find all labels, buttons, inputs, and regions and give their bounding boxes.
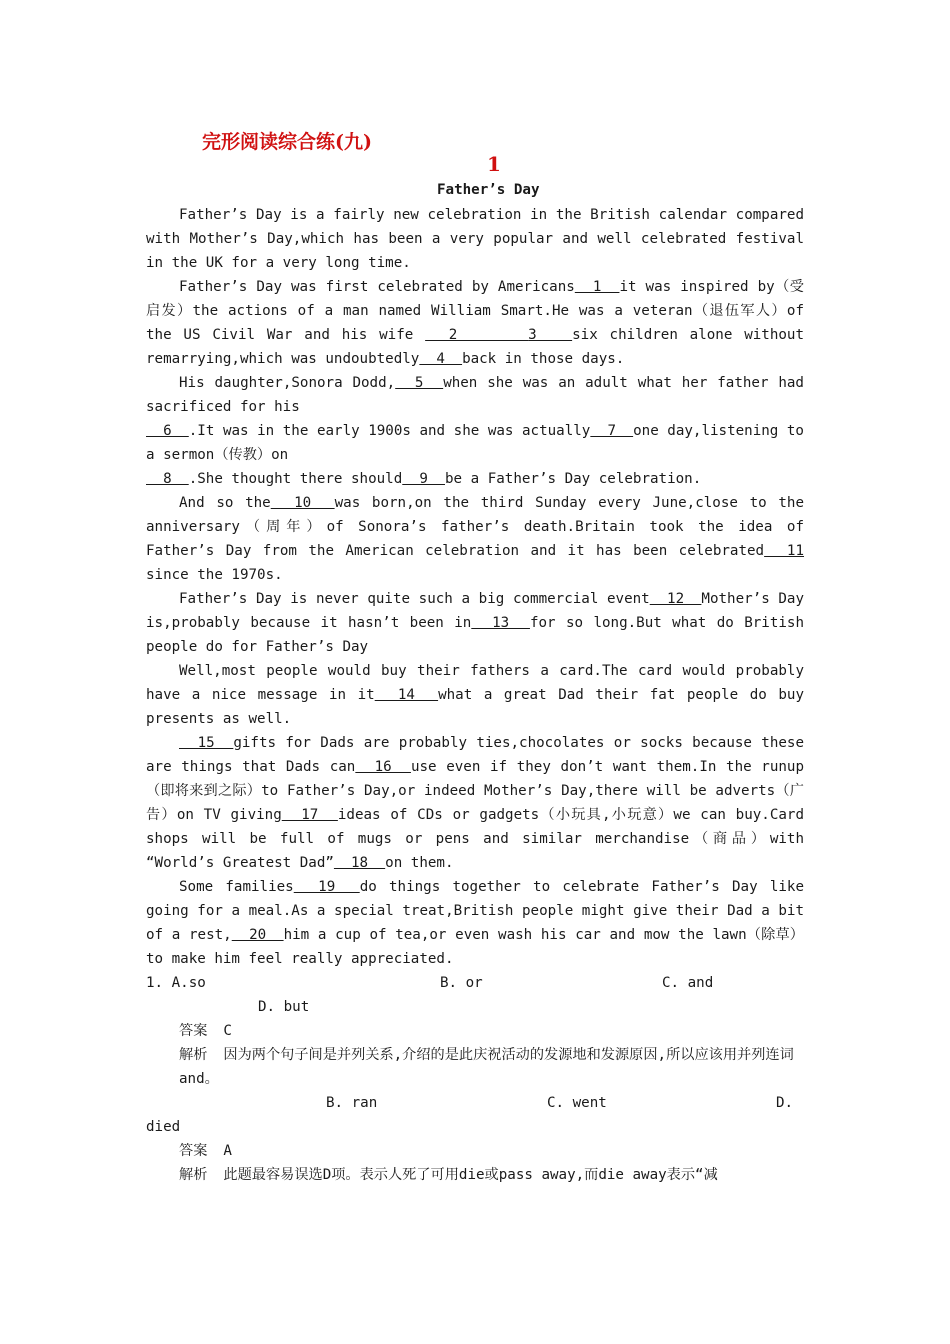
- option-c: C. and: [662, 975, 714, 991]
- answer-label: 答案: [179, 1143, 208, 1159]
- paragraph-text: what a great Dad their fat people do buy presents as well.: [146, 687, 804, 727]
- paragraph: [146, 467, 804, 491]
- blank-1: 1: [574, 279, 620, 295]
- option-d: D.: [776, 1095, 794, 1111]
- paragraph-text: use even if they don’t want them.In the runup（即将来到之际）to Father’s Day,or indeed Mother’s Day,there will be adverts（广告）on TV giving: [146, 759, 804, 823]
- analysis-label: 解析: [179, 1167, 208, 1183]
- question-2-options: [146, 1091, 804, 1139]
- paragraph-text: be a Father’s Day celebration.: [444, 471, 702, 487]
- blank-8: 8: [146, 471, 189, 487]
- paragraph: [146, 491, 804, 587]
- paragraph-text: for so long.But what do British people do for Father’s Day: [146, 615, 804, 655]
- paragraph: [146, 203, 804, 275]
- blank-5: 5: [395, 375, 444, 391]
- paragraph-text: do things together to celebrate Father’s Day like going for a meal.As a special treat,British people might give their Dad a bit of a rest,: [146, 879, 804, 943]
- analysis-text: 因为两个句子间是并列关系,介绍的是此庆祝活动的发源地和发源原因,所以应该用并列连词and。: [179, 1047, 794, 1087]
- blank-20: 20: [231, 927, 284, 943]
- blank-7: 7: [590, 423, 634, 439]
- blank-18: 18: [333, 855, 386, 871]
- paragraph: [146, 275, 804, 371]
- blank-19: 19: [293, 879, 360, 895]
- answer-line: [146, 1019, 804, 1043]
- paragraph-text: Well,most people would buy their fathers a card.The card would probably have a nice message in it: [146, 663, 804, 703]
- answer-label: 答案: [179, 1023, 208, 1039]
- blank-17: 17: [281, 807, 338, 823]
- paragraph-text: And so the: [179, 495, 271, 511]
- paragraph-text: His daughter,Sonora Dodd,: [179, 375, 396, 391]
- paragraph: [146, 659, 804, 731]
- blank-12: 12: [649, 591, 702, 607]
- paragraph-text: was born,on the third Sunday every June,close to the anniversary（周年）of Sonora’s father’s death.Britain took the idea of Father’s Day from the American celebration and it has been celebrated: [146, 495, 805, 559]
- paragraph-text: Father’s Day is a fairly new celebration in the British calendar compared with Mother’s Day,which has been a very popular and well celebrated festival in the UK for a very long time.: [146, 207, 804, 271]
- option-c: C. went: [547, 1095, 607, 1111]
- blank-4: 4: [419, 351, 463, 367]
- paragraph-text: Mother’s Day is,probably because it hasn’t been in: [146, 591, 805, 631]
- blank-14: 14: [374, 687, 439, 703]
- paragraph: [146, 419, 804, 467]
- blank-15: 15: [179, 735, 234, 751]
- page-title: 完形阅读综合练(九): [202, 131, 372, 153]
- paragraph: [146, 587, 804, 659]
- option-b: B. or: [440, 975, 483, 991]
- paragraph-text: when she was an adult what her father had sacrificed for his: [146, 375, 804, 415]
- analysis-line: [146, 1043, 804, 1091]
- analysis-label: 解析: [179, 1047, 208, 1063]
- paragraph-text: .It was in the early 1900s and she was actually: [188, 423, 591, 439]
- option-a: 1. A.so: [146, 975, 206, 991]
- option-b: B. ran: [326, 1095, 378, 1111]
- option-d: D. but: [258, 999, 310, 1015]
- paragraph: [146, 731, 804, 875]
- question-1-options: [146, 971, 804, 1019]
- analysis-text: 此题最容易误选D项。表示人死了可用die或pass away,而die away表示“减: [223, 1167, 718, 1183]
- passage-body: [146, 203, 804, 1187]
- blank-16: 16: [355, 759, 411, 775]
- paragraph-text: him a cup of tea,or even wash his car and mow the lawn（除草）to make him feel really appreciated.: [146, 927, 804, 967]
- paragraph-text: gifts for Dads are probably ties,chocolates or socks because these are things that Dads can: [146, 735, 804, 775]
- analysis-line: [146, 1163, 804, 1187]
- blank-9: 9: [402, 471, 445, 487]
- answer-line: [146, 1139, 804, 1163]
- blank-13: 13: [471, 615, 530, 631]
- paragraph: [146, 875, 804, 971]
- paragraph-text: Some families: [179, 879, 294, 895]
- answer-value: A: [223, 1143, 232, 1159]
- paragraph-text: ideas of CDs or gadgets（小玩具,小玩意）we can buy.Card shops will be full of mugs or pens and similar merchandise（商品）with “World’s Greatest Dad”: [146, 807, 804, 871]
- blank-11: 11: [764, 543, 805, 559]
- paragraph-text: back in those days.: [462, 351, 625, 367]
- paragraph-text: .She thought there should: [188, 471, 403, 487]
- paragraph-text: on them.: [385, 855, 454, 871]
- paragraph: [146, 371, 804, 419]
- paragraph-text: Father’s Day was first celebrated by Americans: [179, 279, 575, 295]
- answer-value: C: [223, 1023, 232, 1039]
- paragraph-text: one day,listening to a sermon（传教）on: [146, 423, 804, 463]
- paragraph-text: Father’s Day is never quite such a big commercial event: [179, 591, 650, 607]
- blank-6: 6: [146, 423, 189, 439]
- blank-2: 2: [425, 327, 529, 343]
- section-number: 1: [487, 152, 501, 176]
- option-d-text: died: [146, 1119, 181, 1135]
- paragraph-text: since the 1970s.: [146, 567, 283, 583]
- blank-3: 3: [528, 327, 573, 343]
- paragraph-text: six children alone without remarrying,which was undoubtedly: [146, 327, 804, 367]
- blank-10: 10: [270, 495, 335, 511]
- passage-title: Father’s Day: [437, 182, 540, 198]
- paragraph-text: it was inspired by（受启发）the actions of a man named William Smart.He was a veteran（退伍军人）of the US Civil War and his wife: [146, 279, 804, 343]
